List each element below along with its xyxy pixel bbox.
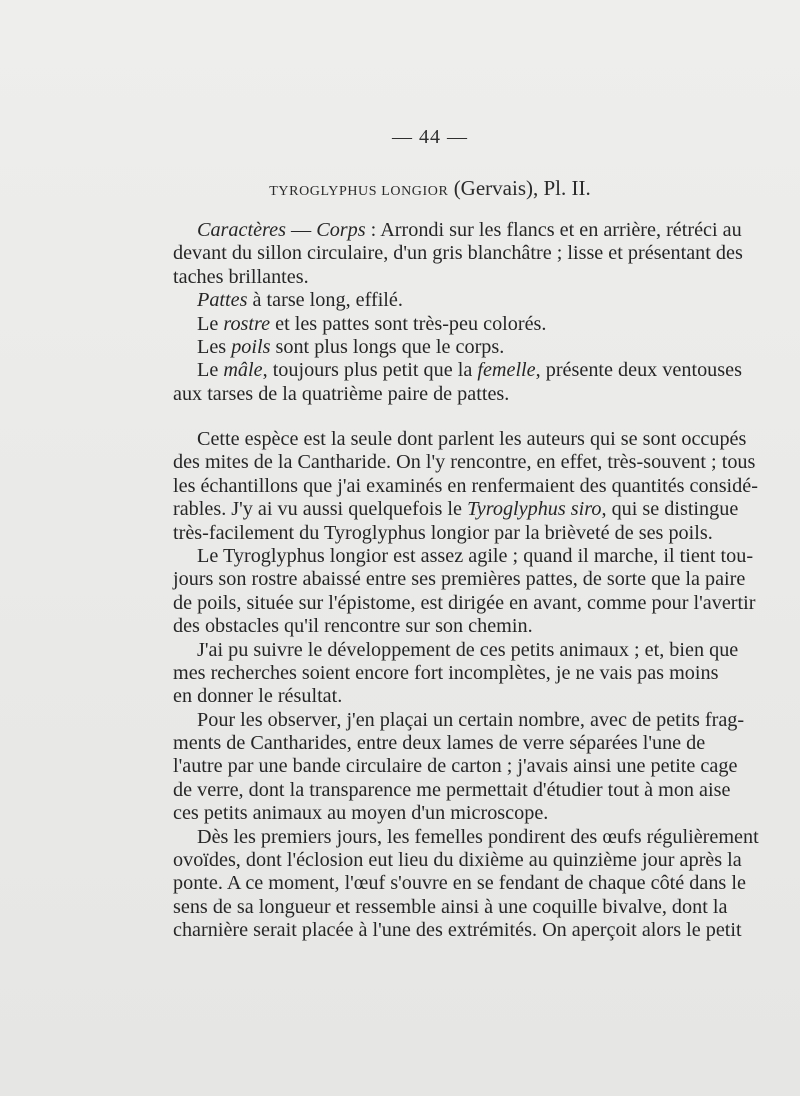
text-run: à tarse long, effilé. (247, 289, 403, 312)
text-run: Le (197, 312, 224, 335)
body-line (173, 498, 739, 521)
text-run: : Arrondi sur les flancs et en arrière, rétréci au (365, 219, 742, 241)
italic-text: Corps (316, 219, 366, 241)
characters-line (173, 219, 742, 242)
characters-line (173, 336, 698, 359)
characters-line (173, 266, 698, 289)
body-line (173, 919, 742, 942)
text-run: mes recherches soient encore fort incomplètes, je ne vais pas moins (173, 661, 719, 684)
body-line (173, 778, 731, 802)
body-line (173, 568, 746, 591)
italic-text: rostre (223, 312, 271, 335)
text-run: Le Tyroglyphus longior est assez agile ; quand il marche, il tient tou- (197, 544, 754, 567)
text-run: charnière serait placée à l'une des extrémités. On aperçoit alors le petit (173, 919, 742, 942)
body-line (173, 802, 698, 825)
body-line (173, 895, 728, 919)
body-line (173, 521, 713, 545)
text-run: en donner le résultat. (173, 685, 343, 708)
text-run: — (285, 219, 317, 241)
text-run: taches brillantes. (173, 265, 309, 288)
italic-text: Pattes (197, 289, 248, 312)
text-run: Les (197, 335, 232, 358)
body-line (173, 615, 698, 638)
text-run: et les pattes sont très-peu colorés. (270, 312, 547, 335)
text-run: des obstacles qu'il rencontre sur son chemin. (173, 615, 533, 638)
characters-block (173, 219, 743, 406)
characters-line (173, 242, 743, 265)
text-run: rables. J'y ai vu aussi quelquefois le (173, 498, 468, 521)
characters-line (173, 289, 698, 312)
text-run: ments de Cantharides, entre deux lames de verre séparées l'une de (173, 732, 706, 755)
text-run: de verre, dont la transparence me permettait d'étudier tout à mon aise (173, 778, 731, 801)
text-run: , qui se distingue (601, 498, 739, 521)
body-line (173, 685, 698, 708)
text-run: l'autre par une bande circulaire de carton ; j'avais ainsi une petite cage (173, 755, 738, 778)
italic-text: mâle (223, 359, 263, 382)
body-line (173, 638, 739, 662)
section-title (0, 176, 800, 201)
page-number: — 44 — (392, 126, 468, 148)
text-run: aux tarses de la quatrième paire de pattes. (173, 382, 510, 405)
body-line (173, 661, 719, 685)
body-line (173, 755, 738, 778)
text-run: devant du sillon circulaire, d'un gris blanchâtre ; lisse et présentant des (173, 242, 743, 265)
body-line (173, 825, 759, 849)
body-line (173, 544, 754, 568)
characters-line (173, 313, 698, 336)
body-line (173, 732, 706, 755)
characters-line (173, 359, 742, 382)
text-run: des mites de la Cantharide. On l'y rencontre, en effet, très-souvent ; tous (173, 451, 756, 474)
body-line (173, 849, 742, 872)
title-reference: (Gervais), Pl. II. (448, 176, 591, 200)
body-line (173, 872, 746, 895)
italic-text: poils (231, 335, 271, 358)
text-run: sont plus longs que le corps. (270, 335, 505, 358)
italic-text: Caractères (197, 219, 286, 241)
body-text (173, 428, 759, 943)
italic-text: Tyroglyphus siro (467, 498, 602, 521)
text-run: très-facilement du Tyroglyphus longior par la brièveté de ses poils. (173, 521, 713, 544)
text-run: J'ai pu suivre le développement de ces petits animaux ; et, bien que (197, 638, 739, 661)
text-run: Pour les observer, j'en plaçai un certain nombre, avec de petits frag- (197, 708, 745, 731)
body-line (173, 474, 758, 498)
characters-line (173, 383, 698, 406)
text-run: , présente deux ventouses (535, 359, 742, 382)
text-run: ovoïdes, dont l'éclosion eut lieu du dixième au quinzième jour après la (173, 849, 742, 872)
title-species: TYROGLYPHUS LONGIOR (269, 184, 449, 199)
text-run: ponte. A ce moment, l'œuf s'ouvre en se fendant de chaque côté dans le (173, 872, 746, 895)
text-run: Le (197, 359, 224, 382)
italic-text: femelle (477, 359, 536, 382)
text-run: Dès les premiers jours, les femelles pondirent des œufs régulièrement (197, 825, 759, 848)
body-line (173, 591, 756, 615)
body-line (173, 451, 756, 474)
body-line (173, 428, 747, 451)
text-run: sens de sa longueur et ressemble ainsi à une coquille bivalve, dont la (173, 895, 728, 918)
text-run: jours son rostre abaissé entre ses premières pattes, de sorte que la paire (173, 568, 746, 591)
body-line (173, 708, 745, 732)
text-run: , toujours plus petit que la (262, 359, 478, 382)
text-run: de poils, située sur l'épistome, est dirigée en avant, comme pour l'avertir (173, 591, 756, 614)
text-run: Cette espèce est la seule dont parlent les auteurs qui se sont occupés (197, 428, 747, 450)
text-run: les échantillons que j'ai examinés en renfermaient des quantités considé- (173, 474, 758, 497)
text-run: ces petits animaux au moyen d'un microscope. (173, 802, 549, 825)
